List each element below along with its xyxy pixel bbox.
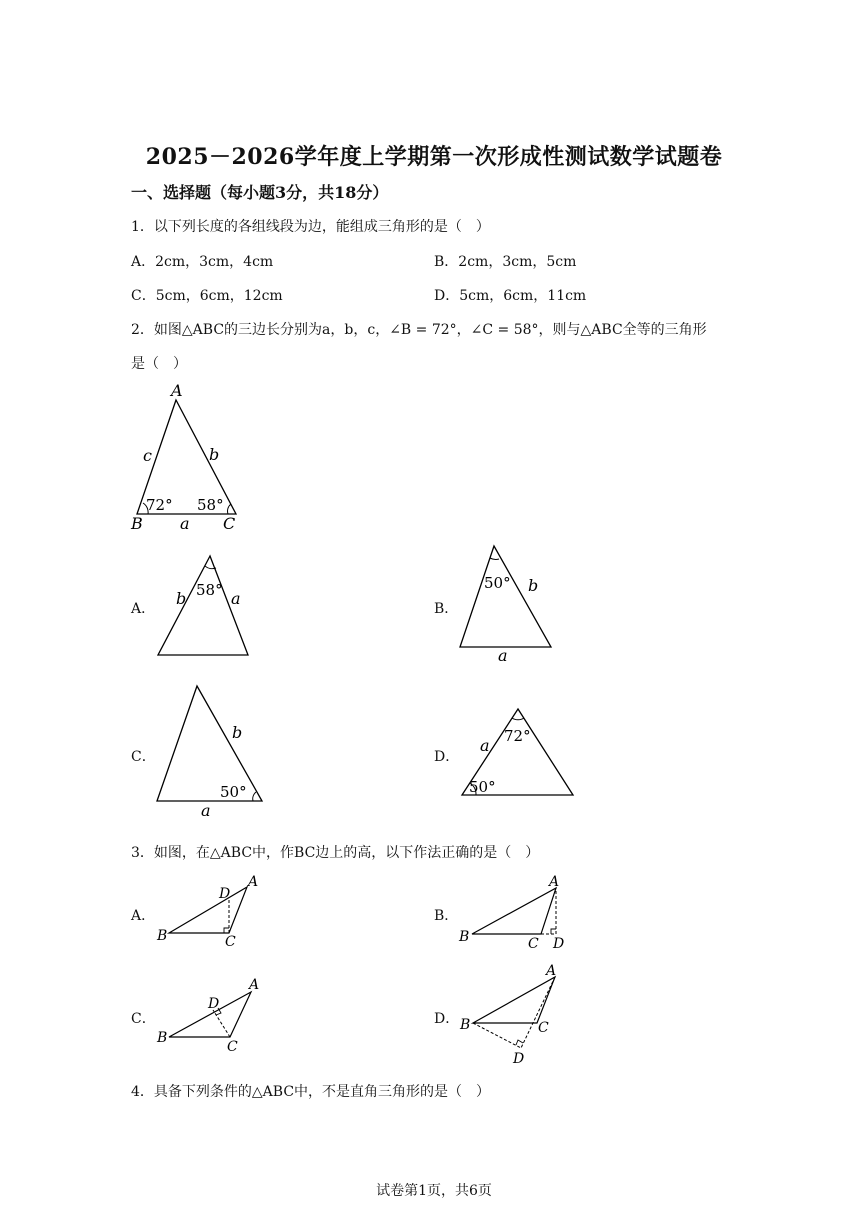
option-key: A． bbox=[131, 254, 156, 270]
vertex-c-label: C bbox=[223, 514, 236, 533]
q3-option-c-key: C． bbox=[131, 1011, 156, 1027]
q2-option-d-key: D． bbox=[434, 749, 460, 765]
page-footer: 试卷第1页，共6页 bbox=[376, 1183, 492, 1199]
q3-b-label-a: A bbox=[549, 874, 560, 890]
q3-b-label-d: D bbox=[553, 936, 565, 952]
q3-d-height-line bbox=[473, 1023, 521, 1048]
angle-b-value: 72° bbox=[146, 496, 173, 514]
q3-b-label-b: B bbox=[459, 929, 470, 945]
q3-option-d-key: D． bbox=[434, 1011, 460, 1027]
q2-d-angle-72: 72° bbox=[504, 727, 531, 745]
option-text: 5cm，6cm，11cm bbox=[459, 288, 587, 304]
side-b-label: b bbox=[209, 445, 220, 464]
q3-a-label-b: B bbox=[157, 928, 168, 944]
q2-c-side-b: b bbox=[232, 723, 243, 742]
q3-a-right-angle bbox=[224, 928, 229, 933]
q3-a-triangle bbox=[169, 887, 247, 933]
q3-c-label-c: C bbox=[227, 1039, 238, 1055]
q2-c-side-a: a bbox=[201, 801, 211, 820]
q2-c-angle: 50° bbox=[220, 783, 247, 801]
option-text: 5cm，6cm，12cm bbox=[155, 288, 283, 304]
option-text: 2cm，3cm，4cm bbox=[155, 254, 274, 270]
q2-option-b-key: B． bbox=[434, 601, 459, 617]
q2-b-angle: 50° bbox=[484, 574, 511, 592]
option-key: D． bbox=[434, 288, 460, 304]
q2-a-side-b: b bbox=[176, 589, 187, 608]
question-2-stem-line2: 是（ ） bbox=[131, 356, 187, 372]
q3-d-extension-line bbox=[521, 977, 555, 1048]
q3-b-triangle bbox=[472, 888, 556, 934]
q2-a-side-a: a bbox=[231, 589, 241, 608]
q3-a-label-d: D bbox=[219, 886, 231, 902]
q3-option-b-key: B． bbox=[434, 908, 459, 924]
question-1-stem: 1．以下列长度的各组线段为边，能组成三角形的是（ ） bbox=[131, 219, 490, 235]
side-c-label: c bbox=[143, 446, 152, 465]
q2-d-side-a: a bbox=[480, 736, 490, 755]
page-title: 2025－2026学年度上学期第一次形成性测试数学试题卷 bbox=[145, 144, 723, 170]
q2-option-c-key: C． bbox=[131, 749, 156, 765]
question-4-stem: 4．具备下列条件的△ABC中，不是直角三角形的是（ ） bbox=[131, 1084, 491, 1100]
angle-c-value: 58° bbox=[197, 496, 224, 514]
side-a-label: a bbox=[180, 514, 190, 533]
option-key: B． bbox=[434, 254, 459, 270]
q2-d-angle-50: 50° bbox=[469, 778, 496, 796]
question-3-stem: 3．如图，在△ABC中，作BC边上的高，以下作法正确的是（ ） bbox=[131, 845, 540, 861]
q3-d-label-c: C bbox=[538, 1020, 549, 1036]
q3-c-label-a: A bbox=[249, 977, 260, 993]
q3-a-label-a: A bbox=[248, 874, 259, 890]
q3-a-label-c: C bbox=[225, 934, 236, 950]
q3-option-a-key: A． bbox=[131, 908, 156, 924]
q2-option-a-key: A． bbox=[131, 601, 156, 617]
q3-d-label-b: B bbox=[460, 1017, 471, 1033]
q2-b-side-a: a bbox=[498, 646, 508, 665]
question-2-stem-line1: 2．如图△ABC的三边长分别为a，b，c，∠B = 72°，∠C = 58°，则与△ABC全等的三角形 bbox=[131, 322, 707, 338]
section-heading: 一、选择题（每小题3分，共18分） bbox=[131, 183, 389, 202]
q3-b-label-c: C bbox=[528, 936, 539, 952]
q3-c-label-b: B bbox=[157, 1030, 168, 1046]
q3-d-triangle bbox=[473, 977, 555, 1023]
q2-b-side-b: b bbox=[528, 576, 539, 595]
q3-d-right-angle bbox=[516, 1040, 523, 1045]
q3-c-height-line bbox=[213, 1010, 230, 1037]
q3-c-label-d: D bbox=[208, 996, 220, 1012]
q3-d-label-a: A bbox=[546, 963, 557, 979]
q2-a-angle: 58° bbox=[196, 581, 223, 599]
q3-b-right-angle bbox=[551, 929, 556, 934]
option-text: 2cm，3cm，5cm bbox=[458, 254, 577, 270]
vertex-a-label: A bbox=[171, 381, 183, 400]
option-key: C． bbox=[131, 288, 156, 304]
vertex-b-label: B bbox=[131, 514, 143, 533]
q3-d-label-d: D bbox=[513, 1051, 525, 1067]
